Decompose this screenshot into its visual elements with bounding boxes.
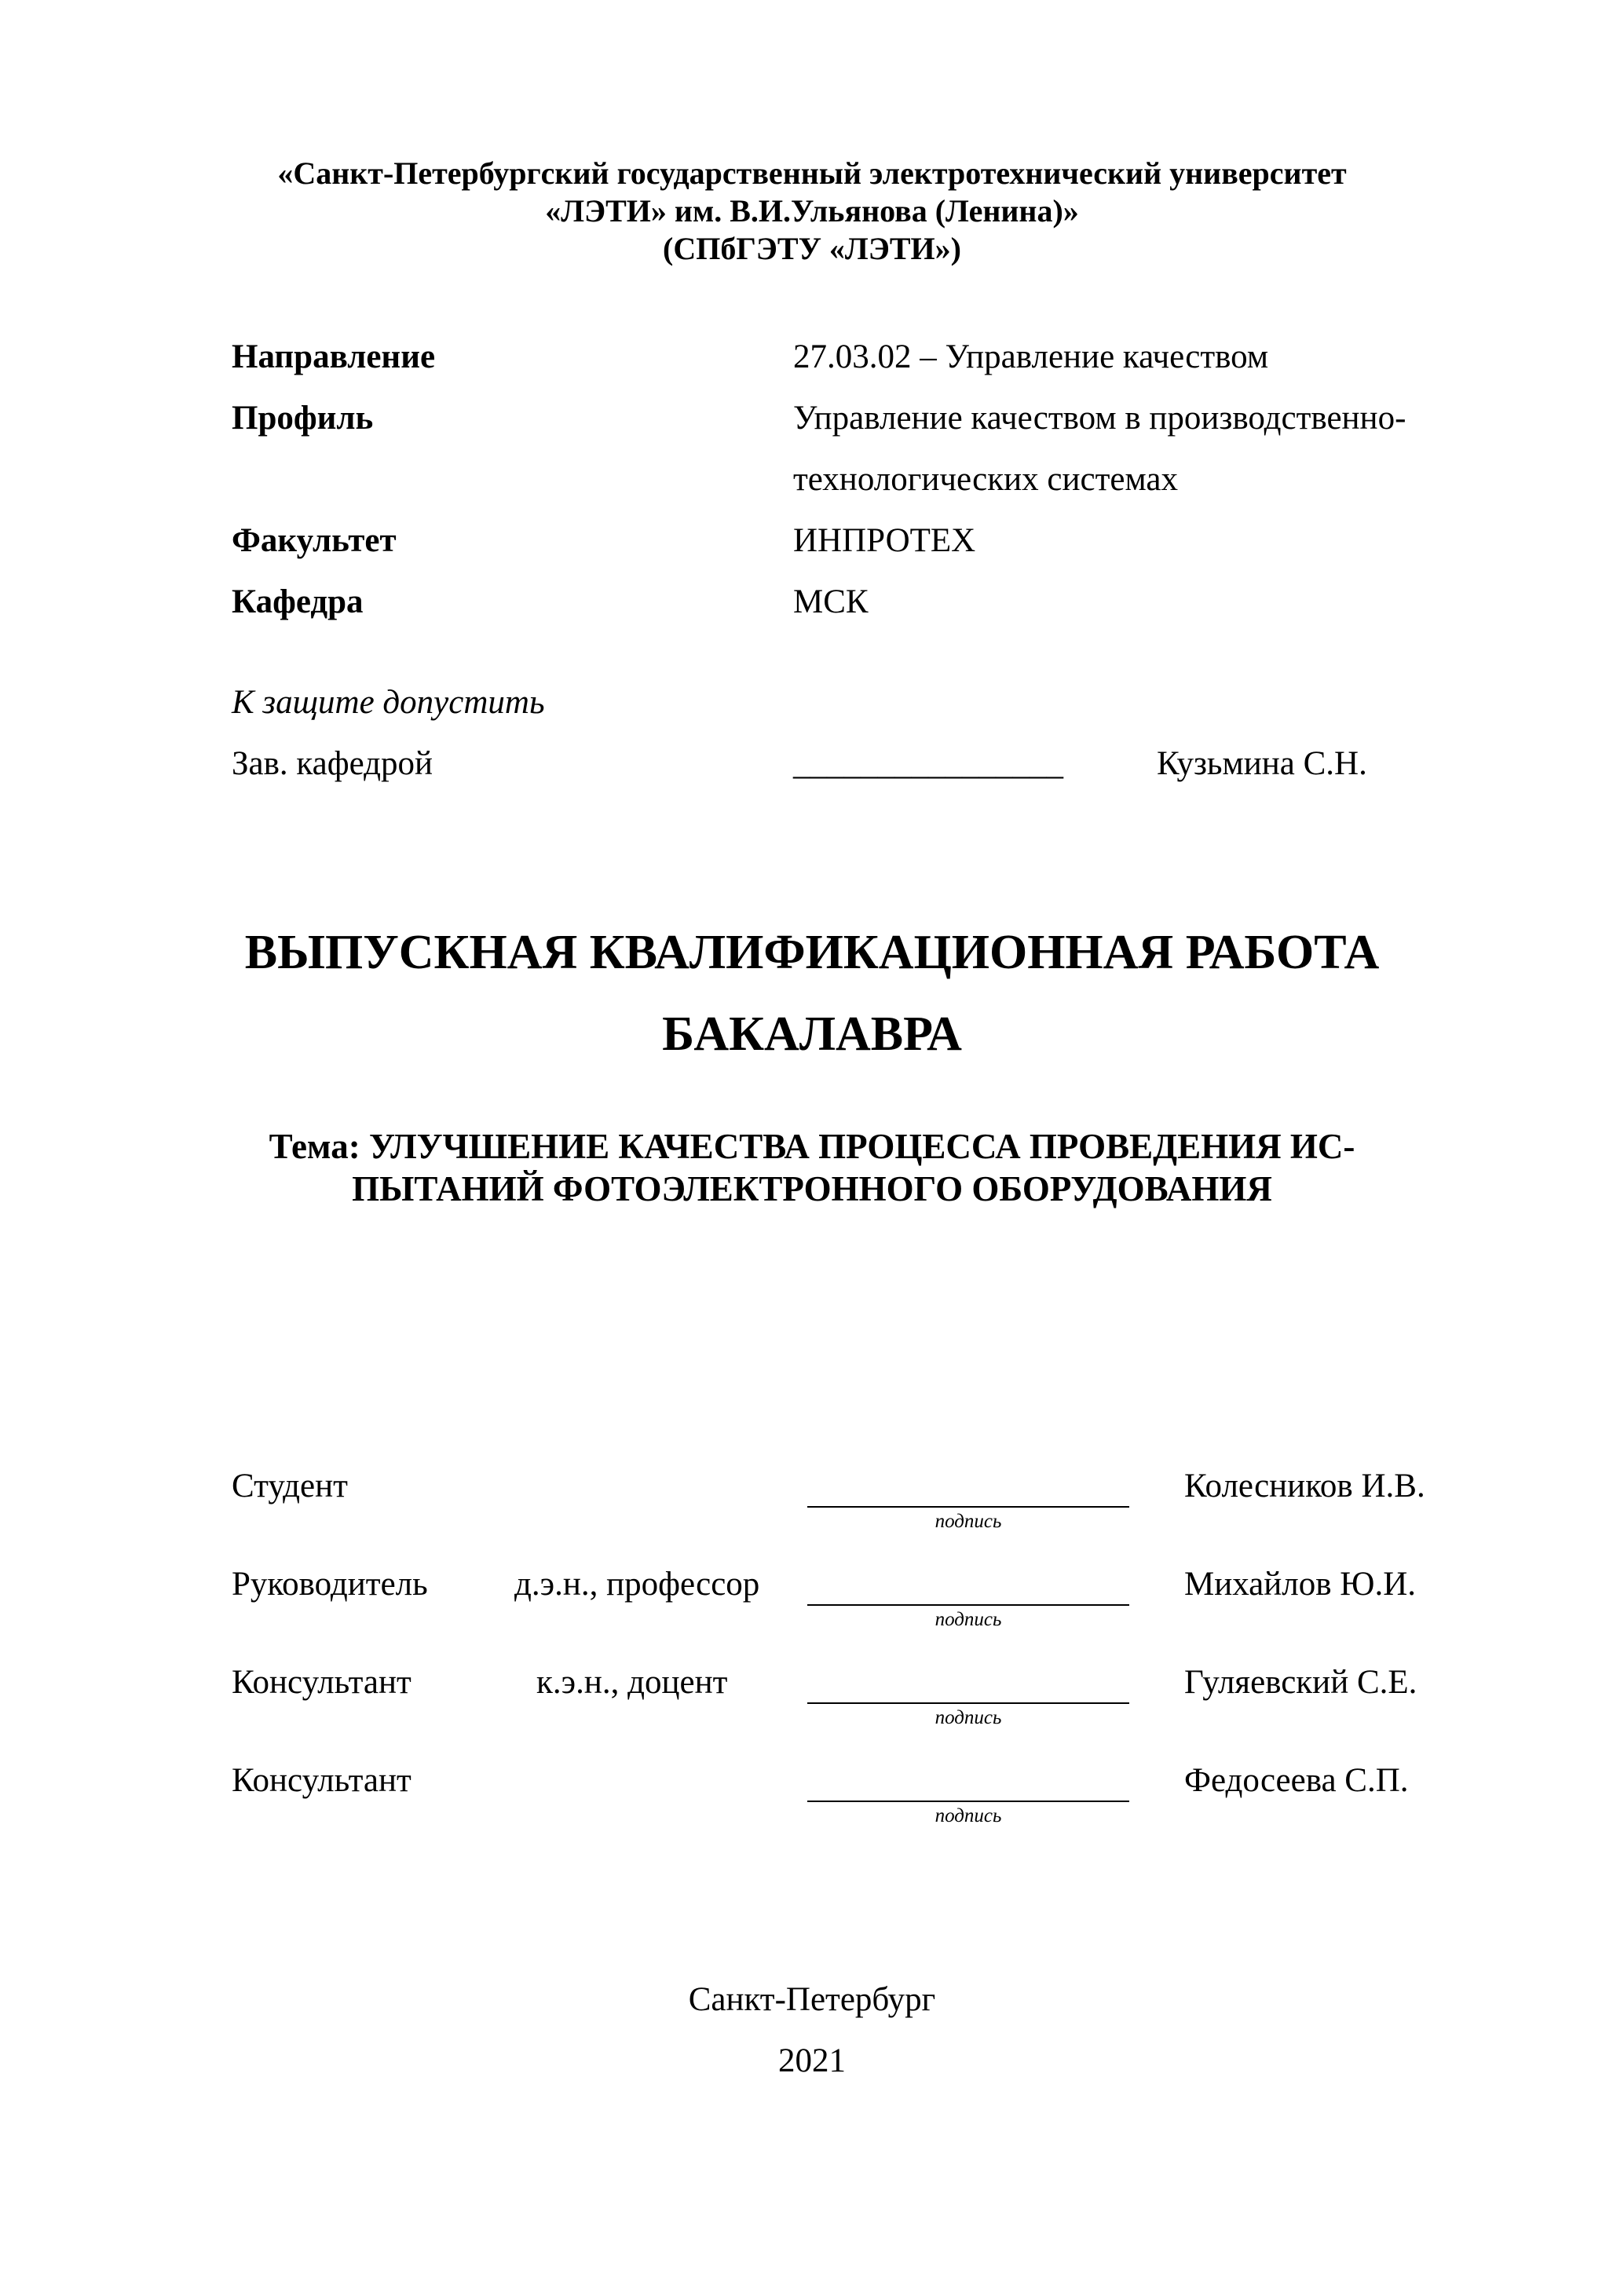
signature-line (807, 1506, 1129, 1508)
signature-caption: подпись (935, 1707, 1002, 1728)
signature-line (807, 1604, 1129, 1606)
info-value-direction: 27.03.02 – Управление качеством (793, 338, 1269, 375)
topic-line1: Тема: УЛУЧШЕНИЕ КАЧЕСТВА ПРОЦЕССА ПРОВЕДЕНИЯ ИС- (269, 1127, 1355, 1166)
info-label-profile: Профиль (232, 400, 374, 437)
info-value-faculty: ИНПРОТЕХ (793, 522, 976, 559)
info-label-faculty: Факультет (232, 522, 397, 559)
signature-name: Гуляевский С.Е. (1184, 1664, 1417, 1701)
info-value-department: МСК (793, 583, 869, 620)
document-title-line1: ВЫПУСКНАЯ КВАЛИФИКАЦИОННАЯ РАБОТА (244, 926, 1380, 979)
signature-name: Михайлов Ю.И. (1184, 1566, 1417, 1603)
signature-line (807, 1801, 1129, 1802)
signature-role: Руководитель (232, 1566, 428, 1603)
signature-line (807, 1702, 1129, 1704)
university-name-line2: «ЛЭТИ» им. В.И.Ульянова (Ленина)» (545, 193, 1079, 229)
approval-name: Кузьмина С.Н. (1157, 745, 1367, 782)
signature-caption: подпись (935, 1805, 1002, 1826)
footer-city: Санкт-Петербург (688, 1981, 936, 2018)
info-label-direction: Направление (232, 338, 436, 375)
signature-caption: подпись (935, 1609, 1002, 1630)
info-value-profile: Управление качеством в производственно- (793, 400, 1406, 437)
signature-degree: к.э.н., доцент (536, 1664, 728, 1701)
signature-caption: подпись (935, 1511, 1002, 1532)
signature-role: Студент (232, 1468, 348, 1504)
approval-role: Зав. кафедрой (232, 745, 433, 782)
footer-year: 2021 (778, 2042, 846, 2079)
document-title-line2: БАКАЛАВРА (662, 1007, 962, 1061)
approval-signature-line: ________________ (793, 745, 1063, 782)
university-name-line1: «Санкт-Петербургский государственный электротехнический университет (277, 155, 1347, 191)
topic-line2: ПЫТАНИЙ ФОТОЭЛЕКТРОННОГО ОБОРУДОВАНИЯ (352, 1169, 1272, 1208)
info-label-department: Кафедра (232, 583, 364, 620)
signature-role: Консультант (232, 1664, 411, 1701)
signature-name: Колесников И.В. (1184, 1468, 1425, 1504)
approval-heading: К защите допустить (232, 684, 545, 721)
signature-role: Консультант (232, 1762, 411, 1799)
signature-degree: д.э.н., профессор (514, 1566, 760, 1603)
signature-name: Федосеева С.П. (1184, 1762, 1409, 1799)
info-value-profile-cont: технологических системах (793, 461, 1178, 498)
university-abbreviation: (СПбГЭТУ «ЛЭТИ») (663, 231, 961, 266)
